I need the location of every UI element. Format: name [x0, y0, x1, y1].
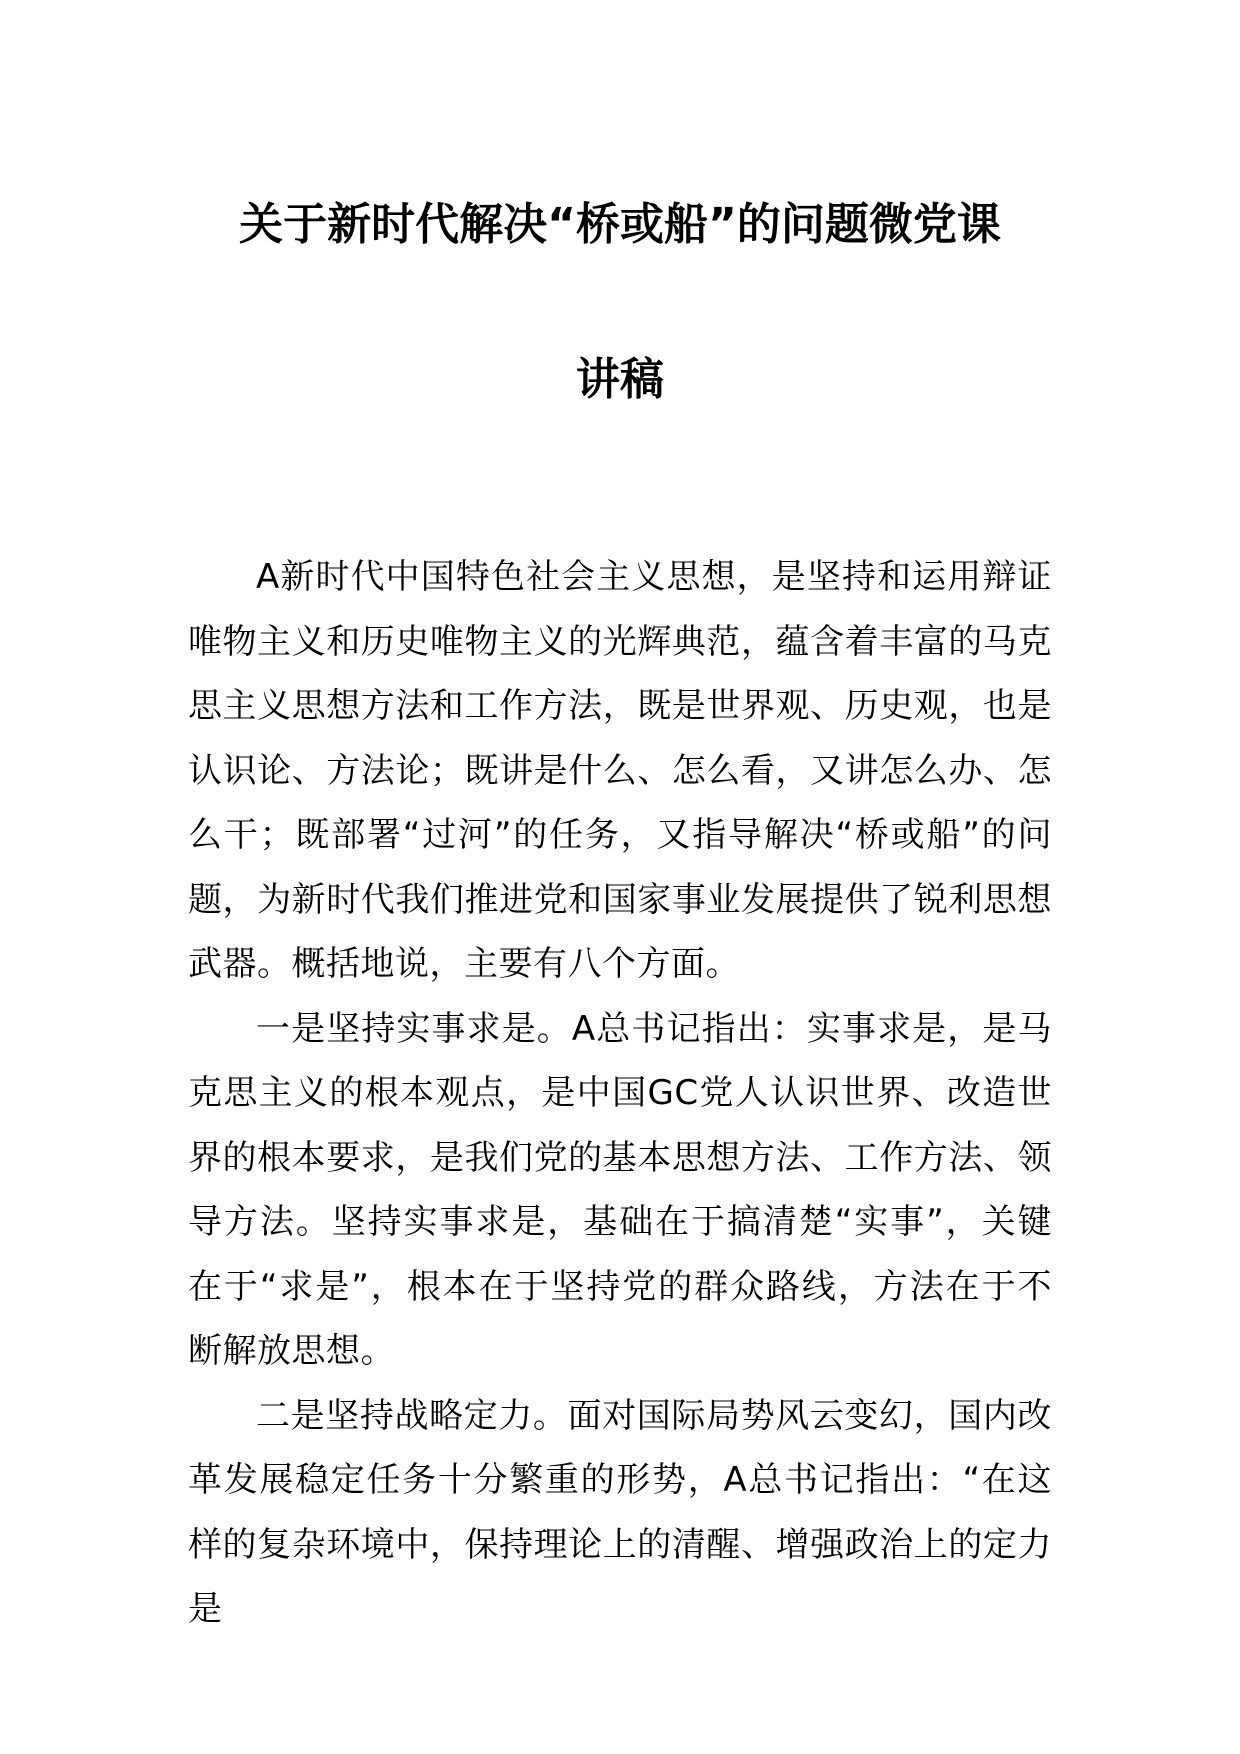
paragraph-point-two: 二是坚持战略定力。面对国际局势风云变幻，国内改革发展稳定任务十分繁重的形势，A总书记指出：“在这样的复杂环境中，保持理论上的清醒、增强政治上的定力是 [188, 1395, 1052, 1629]
document-title [150, 195, 1090, 410]
document-body [188, 545, 1052, 1642]
title-line-2: 讲稿 [576, 354, 664, 405]
title-line-1: 关于新时代解决“桥或船”的问题微党课 [239, 199, 1001, 250]
paragraph-intro: A新时代中国特色社会主义思想，是坚持和运用辩证唯物主义和历史唯物主义的光辉典范，蕴含着丰富的马克思主义思想方法和工作方法，既是世界观、历史观，也是认识论、方法论；既讲是什么、怎么看，又讲怎么办、怎么干；既部署“过河”的任务，又指导解决“桥或船”的问题，为新时代我们推进党和国家事业发展提供了锐利思想武器。概括地说，主要有八个方面。 [188, 557, 1052, 984]
paragraph-point-one: 一是坚持实事求是。A总书记指出：实事求是，是马克思主义的根本观点，是中国GC党人认识世界、改造世界的根本要求，是我们党的基本思想方法、工作方法、领导方法。坚持实事求是，基础在于搞清楚“实事”，关键在于“求是”，根本在于坚持党的群众路线，方法在于不断解放思想。 [188, 1008, 1052, 1371]
